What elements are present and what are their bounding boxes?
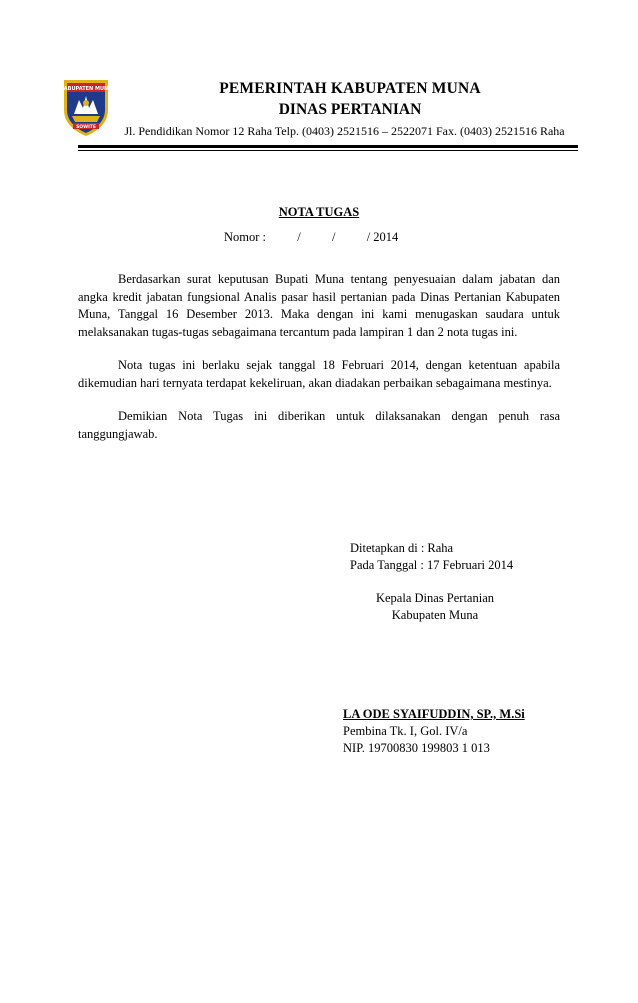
signatory-nip: NIP. 19700830 199803 1 013: [343, 741, 490, 755]
emblem-top-text: KABUPATEN MUNA: [60, 86, 112, 92]
signature-date: Pada Tanggal : 17 Februari 2014: [350, 558, 514, 572]
document-title: NOTA TUGAS: [278, 205, 360, 219]
emblem-motto-text: SOWITE: [76, 125, 96, 130]
body-paragraph: Berdasarkan surat keputusan Bupati Muna tentang penyesuaian dalam jabatan dan angka kredit jabatan fungsional Analis pasar hasil pertanian pada Dinas Pertanian Kabupaten Muna, Tanggal 16 Desember 2013. Maka dengan ini kami menugaskan saudara untuk melaksanakan tugas-tugas sebagaimana tercantum pada lampiran 1 dan 2 nota tugas ini.: [78, 272, 560, 339]
letterhead-rule-thick: [78, 145, 578, 148]
letterhead-government: PEMERINTAH KABUPATEN MUNA: [219, 80, 481, 97]
document-number: Nomor : / / / 2014: [224, 230, 399, 244]
muna-regency-emblem-icon: [60, 76, 112, 138]
signatory-organization: Kabupaten Muna: [391, 608, 479, 622]
body-paragraph: Nota tugas ini berlaku sejak tanggal 18 Februari 2014, dengan ketentuan apabila dikemudian hari ternyata terdapat kekeliruan, akan diadakan perbaikan sebagaimana mestinya.: [78, 358, 560, 390]
signatory-rank: Pembina Tk. I, Gol. IV/a: [343, 724, 468, 738]
signature-place: Ditetapkan di : Raha: [350, 541, 454, 555]
signatory-name: LA ODE SYAIFUDDIN, SP., M.Si: [343, 707, 525, 721]
signatory-role: Kepala Dinas Pertanian: [375, 591, 494, 605]
letterhead-rule-thin: [78, 150, 578, 151]
letterhead-address: Jl. Pendidikan Nomor 12 Raha Telp. (0403) 2521516 – 2522071 Fax. (0403) 2521516 Raha: [124, 124, 565, 138]
document-body: [78, 271, 560, 459]
letterhead-agency: DINAS PERTANIAN: [278, 101, 422, 118]
body-paragraph: Demikian Nota Tugas ini diberikan untuk dilaksanakan dengan penuh rasa tanggungjawab.: [78, 409, 560, 441]
